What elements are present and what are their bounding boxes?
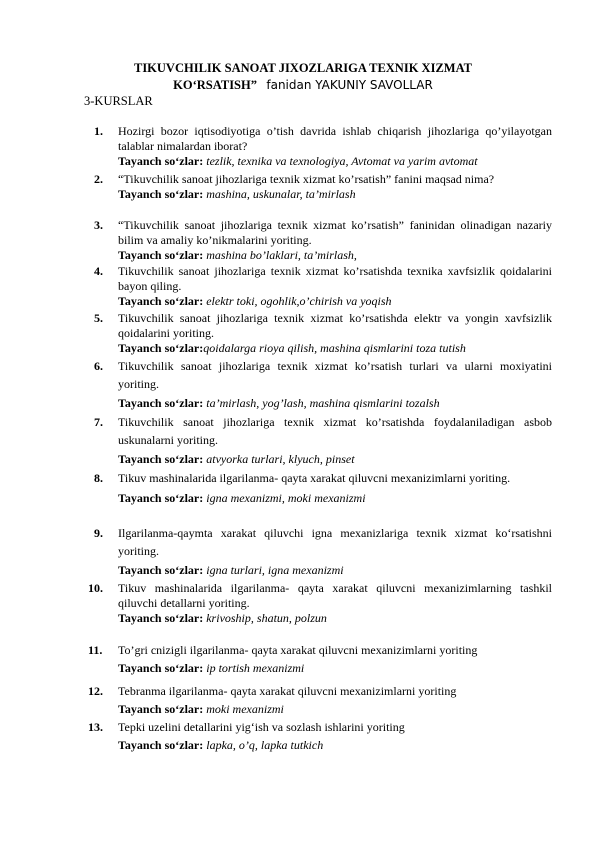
question-text: Hozirgi bozor iqtisodiyotiga o’tish davrida ishlab chiqarish jihozlariga qo’yilayotgan talablar nimalardan iborat? [118, 124, 552, 154]
question-keywords [118, 738, 552, 753]
question-item [94, 470, 552, 507]
keywords-label: Tayanch so‘zlar: [118, 661, 204, 676]
keywords-text: tezlik, texnika va texnologiya, Avtomat va yarim avtomat [206, 154, 478, 169]
keywords-label: Tayanch so‘zlar: [118, 248, 204, 263]
question-item [88, 581, 552, 627]
question-item [94, 218, 552, 264]
keywords-text: ip tortish mexanizmi [206, 661, 305, 676]
question-keywords [118, 611, 552, 626]
title-line-1: TIKUVCHILIK SANOAT JIXOZLARIGA TEXNIK XIZMAT [133, 61, 473, 75]
title-line-2-bold: KO‘RSATISH” [173, 78, 257, 92]
keywords-label: Tayanch so‘zlar: [118, 294, 204, 309]
question-text: Tikuvchilik sanoat jihozlariga texnik xizmat ko’rsatishda texnika xavfsizlik qoidalarini bayon qiling. [118, 264, 552, 294]
keywords-label: Tayanch so‘zlar: [118, 452, 204, 466]
question-keywords [118, 490, 552, 508]
keywords-text: mashina bo’laklari, ta’mirlash, [206, 248, 357, 263]
title-line-2 [80, 77, 526, 94]
question-number: 13. [88, 720, 103, 734]
keywords-label: Tayanch so‘zlar: [118, 611, 204, 626]
question-keywords [118, 395, 552, 413]
question-number: 9. [94, 526, 103, 540]
keywords-text: krivoship, shatun, polzun [206, 611, 327, 626]
question-number: 4. [94, 264, 103, 278]
question-number: 10. [88, 581, 103, 595]
keywords-label: Tayanch so‘zlar: [118, 738, 204, 753]
question-item [94, 525, 552, 580]
keywords-label: Tayanch so‘zlar: [118, 187, 204, 202]
question-text: Tikuv mashinalarida ilgarilanma- qayta xarakat qiluvcni mexanizimlarning tashkil qiluvchi detallarni yoriting. [118, 581, 552, 611]
title-line-2-rest: fanidan YAKUNIY SAVOLLAR [266, 78, 433, 92]
question-text: Tikuvchilik sanoat jihozlariga texnik xizmat ko’rsatishda foydalaniladigan asbob uskunalarni yoriting. [118, 415, 552, 447]
keywords-text: moki mexanizmi [206, 702, 284, 717]
question-number: 12. [88, 684, 103, 698]
question-number: 3. [94, 218, 103, 232]
question-text: Tikuv mashinalarida ilgarilanma- qayta xarakat qiluvcni mexanizimlarni yoriting. [118, 471, 511, 485]
keywords-text: lapka, o’q, lapka tutkich [206, 738, 324, 753]
keywords-text: atvyorka turlari, klyuch, pinset [206, 452, 355, 466]
keywords-text: elektr toki, ogohlik,o’chirish va yoqish [206, 294, 392, 309]
question-keywords [118, 341, 552, 356]
question-text: Tepki uzelini detallarini yig‘ish va sozlash ishlarini yoriting [118, 720, 405, 734]
keywords-text: mashina, uskunalar, ta’mirlash [206, 187, 356, 202]
keywords-label: Tayanch so‘zlar: [118, 341, 204, 356]
question-keywords [118, 661, 552, 676]
question-number: 2. [94, 172, 103, 186]
question-text: To’gri cnizigli ilgarilanma- qayta xarakat qiluvcni mexanizimlarni yoriting [118, 643, 478, 657]
question-number: 11. [88, 643, 103, 657]
question-keywords [118, 451, 552, 469]
question-text: Tebranma ilgarilanma- qayta xarakat qiluvcni mexanizimlarni yoriting [118, 684, 457, 698]
keywords-label: Tayanch so‘zlar: [118, 563, 204, 577]
question-item [88, 720, 552, 753]
question-text: Ilgarilanma-qaymta xarakat qiluvchi igna mexanizlariga texnik xizmat ko‘rsatishni yoriting. [118, 526, 552, 558]
question-number: 8. [94, 471, 103, 485]
question-keywords [118, 294, 552, 309]
keywords-text: igna mexanizmi, moki mexanizmi [206, 490, 366, 505]
keywords-text: qoidalarga rioya qilish, mashina qismlarini toza tutish [203, 341, 466, 356]
question-item [94, 358, 552, 413]
question-text: “Tikuvchilik sanoat jihozlariga texnik xizmat ko’rsatish” faninidan olinadigan nazariy bilim va amaliy ko’nikmalarini yoriting. [118, 218, 552, 248]
question-item [94, 124, 552, 170]
question-keywords [118, 154, 552, 169]
question-number: 7. [94, 415, 103, 429]
question-item [94, 172, 552, 202]
keywords-label: Tayanch so‘zlar: [118, 396, 204, 410]
question-keywords [118, 562, 552, 580]
question-keywords [118, 187, 552, 202]
question-item [88, 684, 552, 717]
question-number: 1. [94, 124, 103, 138]
keywords-text: igna turlari, igna mexanizmi [206, 563, 344, 577]
question-item [94, 311, 552, 357]
question-item [94, 264, 552, 310]
document-title [80, 60, 526, 94]
keywords-label: Tayanch so‘zlar: [118, 490, 204, 505]
question-text: Tikuvchilik sanoat jihozlariga texnik xizmat ko’rsatishda elektr va yongin xavfsizlik qoidalarini yoriting. [118, 311, 552, 341]
course-label: 3-KURSLAR [84, 94, 153, 108]
question-number: 5. [94, 311, 103, 325]
question-number: 6. [94, 359, 103, 373]
question-keywords [118, 248, 552, 263]
keywords-label: Tayanch so‘zlar: [118, 154, 204, 169]
question-keywords [118, 702, 552, 717]
question-item [94, 414, 552, 469]
keywords-text: ta’mirlash, yog’lash, mashina qismlarini tozalsh [206, 396, 440, 410]
question-text: “Tikuvchilik sanoat jihozlariga texnik xizmat ko’rsatish” fanini maqsad nima? [118, 172, 495, 186]
keywords-label: Tayanch so‘zlar: [118, 702, 204, 717]
question-text: Tikuvchilik sanoat jihozlariga texnik xizmat ko’rsatish turlari va ularni moxiyatini yoriting. [118, 359, 552, 391]
question-item [88, 643, 552, 676]
